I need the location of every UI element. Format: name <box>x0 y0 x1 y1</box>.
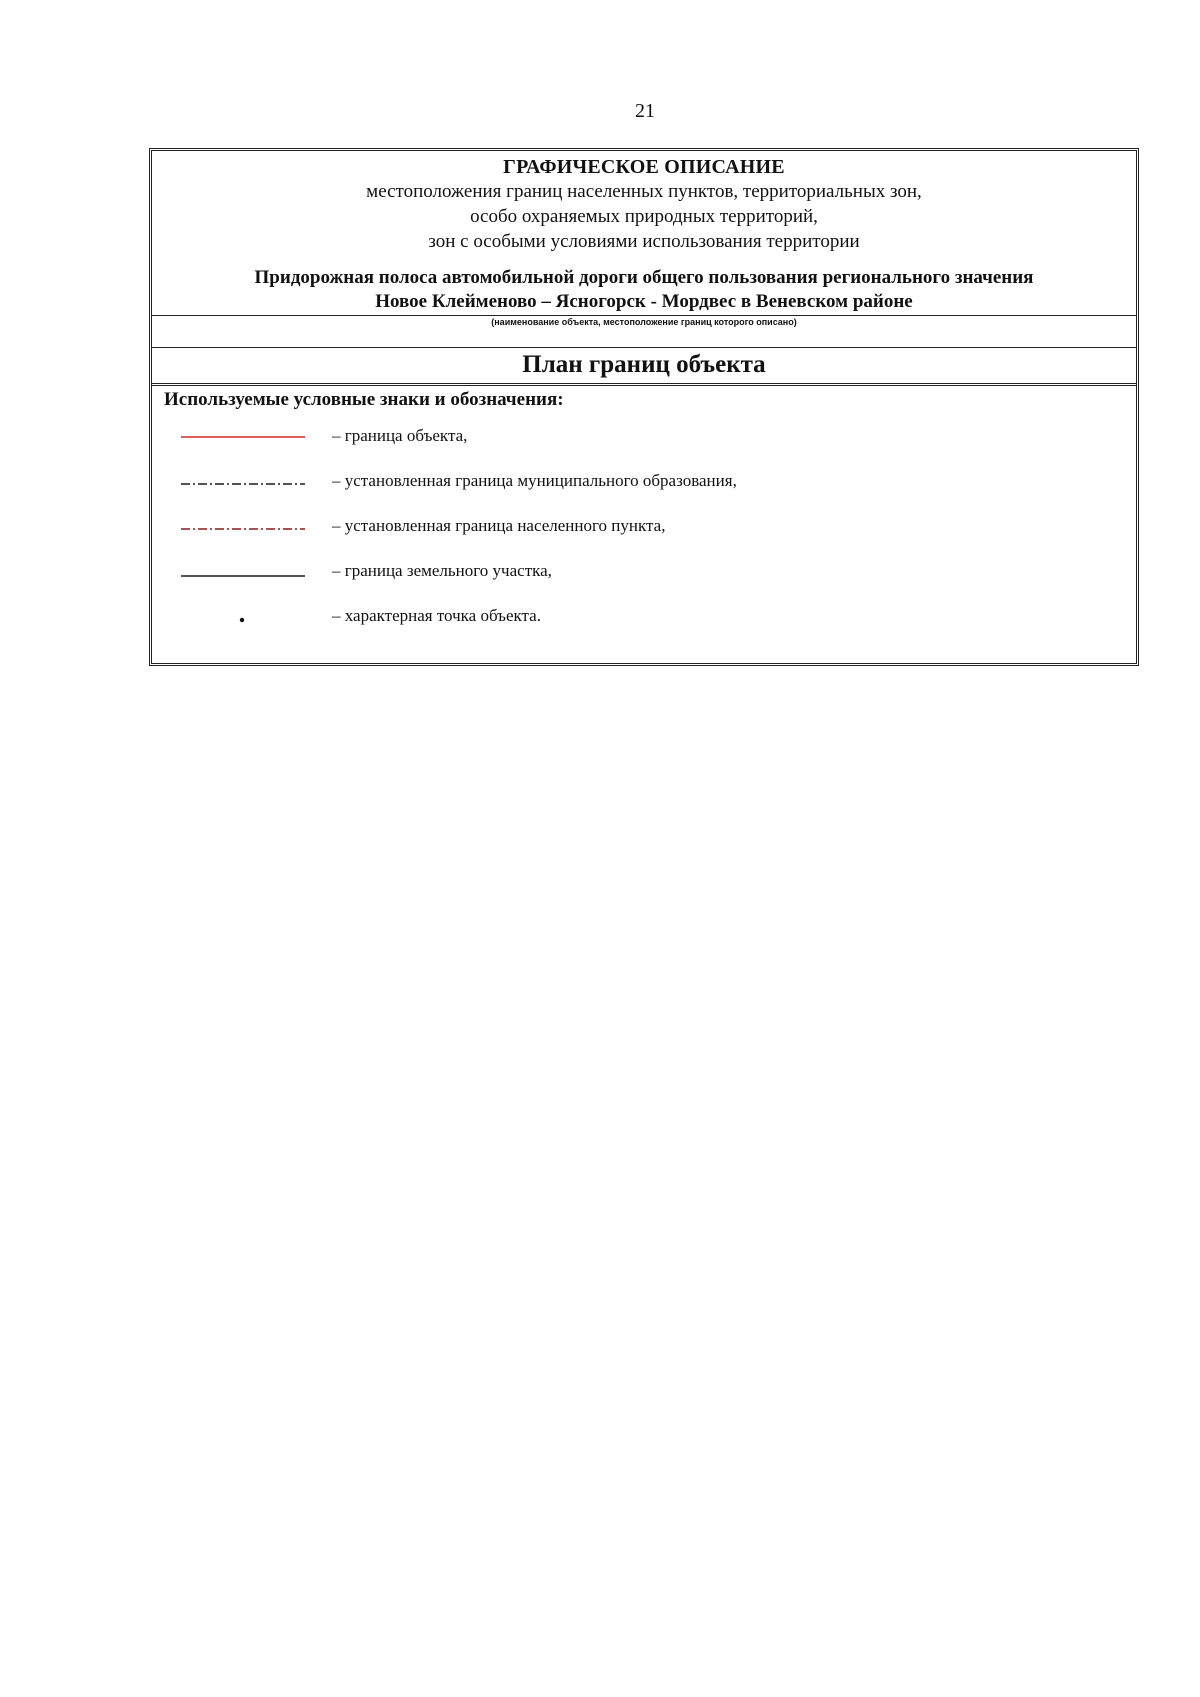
page-number: 21 <box>635 100 655 122</box>
dash-dot-black-line-icon <box>181 476 305 488</box>
plan-title: План границ объекта <box>522 351 766 378</box>
legend-item-municipal-boundary <box>152 471 1136 495</box>
object-name-line-1: Придорожная полоса автомобильной дороги общего пользования регионального значения <box>254 267 1034 288</box>
solid-red-line-icon <box>181 431 305 443</box>
object-caption-row <box>152 316 1136 348</box>
subtitle-line-3: зон с особыми условиями использования территории <box>428 231 860 252</box>
plan-title-row <box>152 348 1136 386</box>
legend-item-label: – граница земельного участка, <box>332 561 552 580</box>
subtitle-line-1: местоположения границ населенных пунктов, территориальных зон, <box>366 181 922 202</box>
legend-item-object-boundary <box>152 426 1136 450</box>
subtitle-line-2: особо охраняемых природных территорий, <box>470 206 818 227</box>
legend-item-characteristic-point <box>152 606 1136 630</box>
header-block <box>152 151 1136 316</box>
document-title: ГРАФИЧЕСКОЕ ОПИСАНИЕ <box>503 156 785 178</box>
dash-dot-darkred-line-icon <box>181 521 305 533</box>
legend <box>152 386 1136 663</box>
solid-black-line-icon <box>181 566 305 578</box>
legend-item-settlement-boundary <box>152 516 1136 540</box>
legend-item-label: – установленная граница муниципального образования, <box>332 471 737 490</box>
legend-item-label: – характерная точка объекта. <box>332 606 541 625</box>
object-caption: (наименование объекта, местоположение границ которого описано) <box>491 317 797 327</box>
black-dot-icon <box>181 611 305 623</box>
legend-item-label: – установленная граница населенного пункта, <box>332 516 666 535</box>
object-name-line-2: Новое Клейменово – Ясногорск - Мордвес в Веневском районе <box>375 291 913 312</box>
legend-item-label: – граница объекта, <box>332 426 468 445</box>
description-frame <box>149 148 1139 666</box>
legend-heading: Используемые условные знаки и обозначения: <box>164 389 564 410</box>
legend-item-land-plot-boundary <box>152 561 1136 585</box>
